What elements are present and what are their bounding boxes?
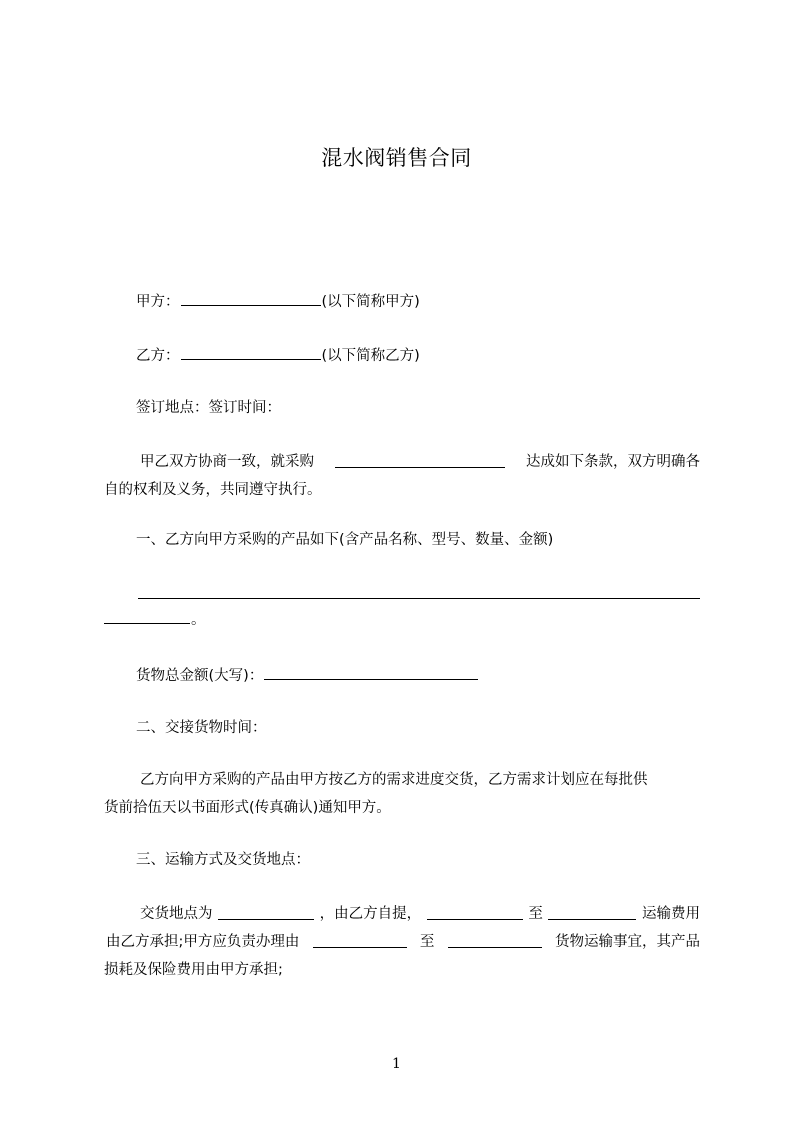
intro-line-1 [140,452,700,472]
intro-line-2: 自的权利及义务，共同遵守执行。 [104,482,322,498]
to-text-1: 至 [528,906,543,922]
party-a-suffix: (以下简称甲方) [321,294,420,310]
product-list-end: 。 [191,612,206,628]
total-amount-label: 货物总金额(大写)： [136,668,264,684]
section3-line-2 [106,932,700,952]
product-list-blank-line-2[interactable] [104,608,190,624]
section1-heading: 一、乙方向甲方采购的产品如下(含产品名称、型号、数量、金额) [136,532,554,548]
party-b-blank[interactable] [181,344,321,360]
route-from-blank-1[interactable] [427,904,523,920]
section3-line-3: 损耗及保险费用由甲方承担; [104,962,283,978]
transport-text: 货物运输事宜，其产品 [554,934,700,950]
section2-heading: 二、交接货物时间： [136,720,267,736]
party-a-blank[interactable] [181,290,321,306]
purchase-item-blank[interactable] [335,452,505,468]
total-amount-blank[interactable] [264,664,478,680]
intro-part2: 达成如下条款，双方明确各 [526,454,700,470]
section2-line-2: 货前拾伍天以书面形式(传真确认)通知甲方。 [104,800,391,816]
party-a-label: 甲方： [136,294,180,310]
freight-text: 运输费用 [641,906,700,922]
delivery-place-blank[interactable] [218,904,314,920]
route-to-blank-2[interactable] [448,932,542,948]
product-list-line-2 [104,608,206,630]
self-pickup-text: ，由乙方自提， [319,906,422,922]
product-list-blank-line-1[interactable] [138,598,700,599]
sign-info: 签订地点：签订时间： [136,400,281,416]
section2-line-1 [140,770,700,790]
route-from-blank-2[interactable] [313,932,407,948]
party-b-label: 乙方： [136,348,180,364]
to-text-2: 至 [419,934,435,950]
total-amount-line [136,664,479,686]
page-number: 1 [392,1056,401,1072]
section3-line-1 [140,904,700,924]
document-title: 混水阀销售合同 [321,146,472,170]
section2-text-1: 乙方向甲方采购的产品由甲方按乙方的需求进度交货，乙方需求计划应在每批供 [140,772,648,788]
party-b-suffix: (以下简称乙方) [321,348,420,364]
party-a-line [136,290,420,312]
buyer-bear-text: 由乙方承担;甲方应负责办理由 [106,934,300,950]
delivery-place-label: 交货地点为 [140,906,213,922]
party-b-line [136,344,420,366]
route-to-blank-1[interactable] [548,904,636,920]
section3-heading: 三、运输方式及交货地点： [136,852,310,868]
intro-part1: 甲乙双方协商一致，就采购 [140,454,314,470]
